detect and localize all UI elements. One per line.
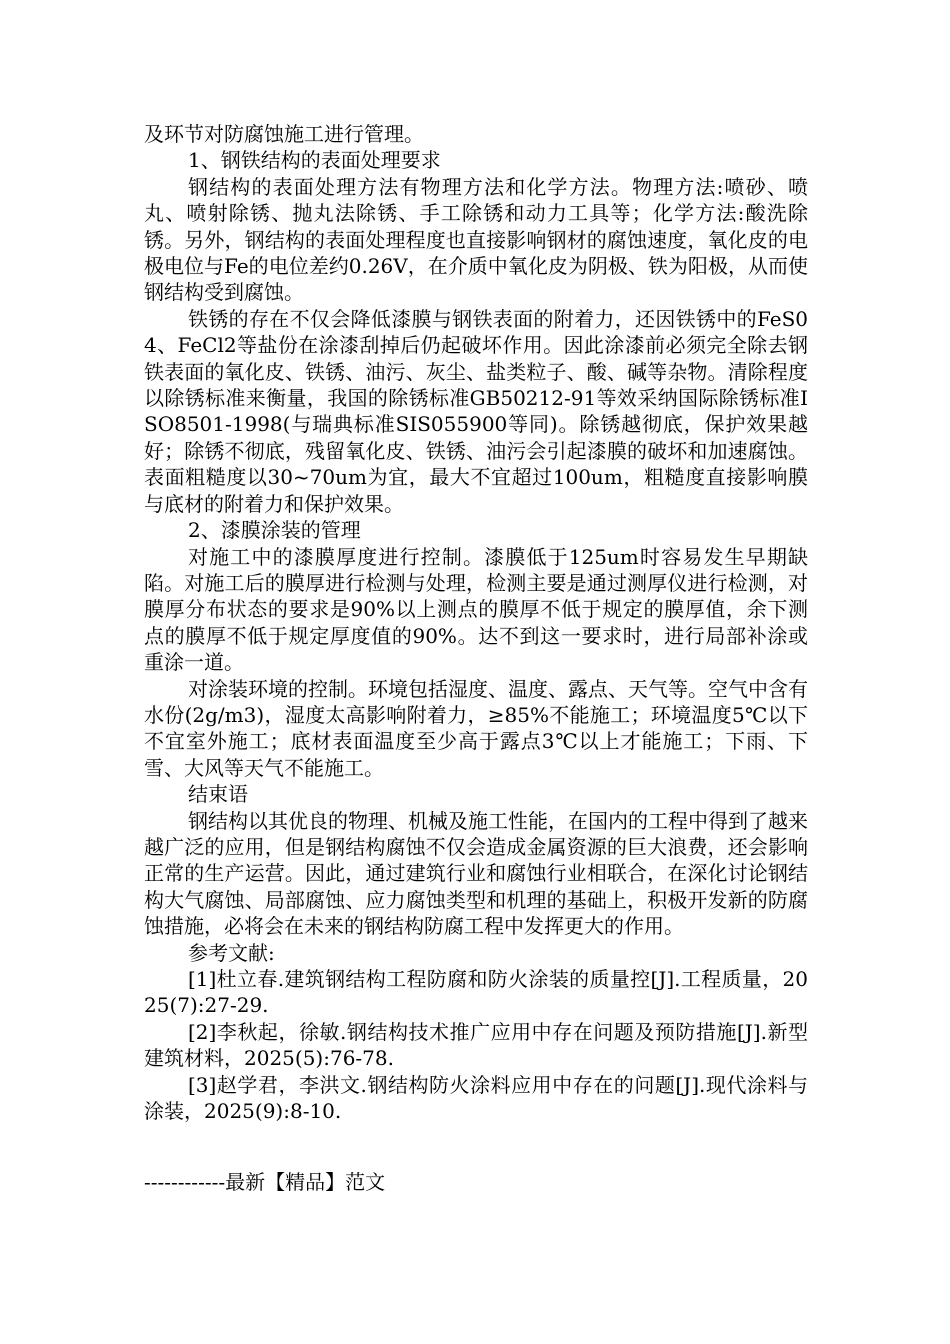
section-heading-coating-management: 2、漆膜涂装的管理 [188, 518, 361, 543]
paragraph-environment-control: 对涂装环境的控制。环境包括湿度、温度、露点、天气等。空气中含有水份(2g/m3)，湿度太高影响附着力，≥85%不能施工；环境温度5℃以下不宜室外施工；底材表面温度至少高于露点3℃以上才能施工；下雨、下雪、大风等天气不能施工。 [144, 676, 808, 780]
paragraph-conclusion: 钢结构以其优良的物理、机械及施工性能，在国内的工程中得到了越来越广泛的应用，但是钢结构腐蚀不仅会造成金属资源的巨大浪费，还会影响正常的生产运营。因此，通过建筑行业和腐蚀行业相联合，在深化讨论钢结构大气腐蚀、局部腐蚀、应力腐蚀类型和机理的基础上，积极开发新的防腐蚀措施，必将会在未来的钢结构防腐工程中发挥更大的作用。 [144, 808, 808, 939]
page-footer: ------------最新【精品】范文 [144, 1170, 386, 1194]
section-heading-conclusion: 结束语 [188, 782, 248, 807]
section-heading-surface-treatment: 1、钢铁结构的表面处理要求 [188, 148, 441, 173]
reference-item-2: [2]李秋起，徐敏.钢结构技术推广应用中存在问题及预防措施[J].新型建筑材料，2025(5):76-78. [144, 1019, 808, 1071]
paragraph-rust-removal: 铁锈的存在不仅会降低漆膜与钢铁表面的附着力，还因铁锈中的FeS04、FeCl2等盐份在涂漆刮掉后仍起破坏作用。因此涂漆前必须完全除去钢铁表面的氧化皮、铁锈、油污、灰尘、盐类粒子、酸、碱等杂物。清除程度以除锈标准来衡量，我国的除锈标准GB50212-91等效采纳国际除锈标准ISO8501-1998(与瑞典标准SIS055900等同)。除锈越彻底，保护效果越好；除锈不彻底，残留氧化皮、铁锈、油污会引起漆膜的破坏和加速腐蚀。表面粗糙度以30~70um为宜，最大不宜超过100um，粗糙度直接影响膜与底材的附着力和保护效果。 [144, 306, 808, 516]
reference-item-3: [3]赵学君，李洪文.钢结构防火涂料应用中存在的问题[J].现代涂料与涂装，2025(9):8-10. [144, 1072, 808, 1124]
paragraph-continuation: 及环节对防腐蚀施工进行管理。 [144, 122, 424, 146]
paragraph-surface-methods: 钢结构的表面处理方法有物理方法和化学方法。物理方法:喷砂、喷丸、喷射除锈、抛丸法除锈、手工除锈和动力工具等；化学方法:酸洗除锈。另外，钢结构的表面处理程度也直接影响钢材的腐蚀速度，氧化皮的电极电位与Fe的电位差约0.26V，在介质中氧化皮为阴极、铁为阳极，从而使钢结构受到腐蚀。 [144, 174, 808, 305]
references-heading: 参考文献: [188, 940, 275, 965]
reference-item-1: [1]杜立春.建筑钢结构工程防腐和防火涂装的质量控[J].工程质量，2025(7):27-29. [144, 967, 808, 1018]
paragraph-film-thickness: 对施工中的漆膜厚度进行控制。漆膜低于125um时容易发生早期缺陷。对施工后的膜厚进行检测与处理，检测主要是通过测厚仪进行检测，对膜厚分布状态的要求是90%以上测点的膜厚不低于规定的膜厚值，余下测点的膜厚不低于规定厚度值的90%。达不到这一要求时，进行局部补涂或重涂一道。 [144, 544, 808, 675]
document-body [144, 121, 808, 1124]
